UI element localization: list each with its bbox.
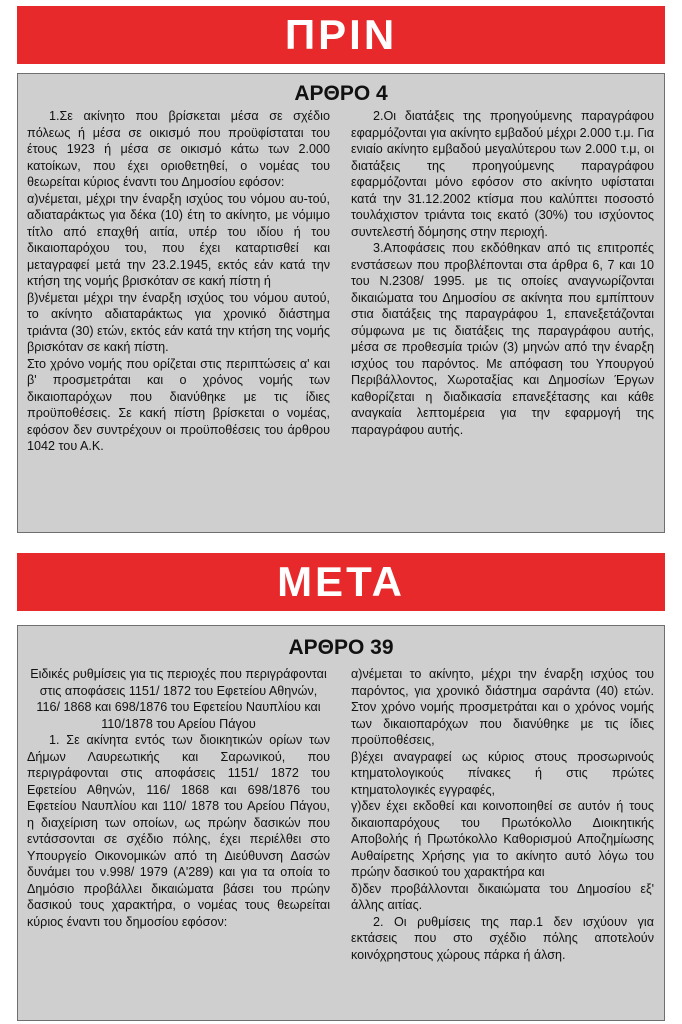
after-clause-b: β)έχει αναγραφεί ως κύριος στους προσωρινούς κτηματολογικούς πίνακες ή στις πρώτες κτηματολογικές εγγραφές, — [351, 749, 654, 797]
before-clause-b: β)νέμεται μέχρι την έναρξη ισχύος του νόμου αυτού, το ακίνητο αδιαταράκτως για χρονικό διάστημα τριάντα (30) ετών, εκτός εάν κατά την κτήση της νομής βρισκόταν σε κακή πίστη. — [27, 290, 330, 354]
after-article-title: ΑΡΘΡΟ 39 — [288, 636, 394, 659]
after-heading: Ειδικές ρυθμίσεις για τις περιοχές που περιγράφονται στις αποφάσεις 1151/ 1872 του Εφετείου Αθηνών, 116/ 1868 και 698/1876 του Εφετείου Ναυπλίου και 110/1878 του Αρείου Πάγου — [30, 667, 327, 731]
after-right-column — [351, 666, 654, 963]
before-right-column — [351, 108, 654, 438]
before-paragraph-3: 3.Αποφάσεις που εκδόθηκαν από τις επιτροπές ενστάσεων που προβλέπονται στα άρθρα 6, 7 και 10 του Ν.2308/ 1995. με τις οποίες αναγνωρίζονται δικαιώματα του Δημοσίου σε ακίνητα που εμπίπτουν στια διατάξεις της παραγράφου 1, επανεξετάζονται σύμφωνα με τις διατάξεις της παραγράφου αυτής, μέσα σε προθεσμία τριών (3) μηνών από την έναρξη ισχύος του παρόντος. Με απόφαση του Υπουργού Περιβάλλοντος, Χωροταξίας και Δημοσίων Έργων καθορίζεται η διαδικασία επανεξέτασης και κάθε αναγκαία λεπτομέρεια για την εφαρμογή της παραγράφου αυτής. — [351, 241, 654, 437]
before-banner: ΠΡΙΝ — [17, 6, 665, 64]
after-banner: ΜΕΤΑ — [17, 553, 665, 611]
after-article-box — [17, 625, 665, 1021]
before-left-column — [27, 108, 330, 455]
before-paragraph-1: 1.Σε ακίνητο που βρίσκεται μέσα σε σχέδιο πόλεως ή μέσα σε οικισμό που προϋφίσταται του έτους 1923 ή μέσα σε οικισμό κάτω των 2.000 κατοίκων, που έχει οριοθετηθεί, ο νομέας του θεωρείται κύριος έναντι του Δημοσίου εφόσον: — [27, 109, 330, 189]
before-article-box — [17, 73, 665, 533]
before-possession-note: Στο χρόνο νομής που ορίζεται στις περιπτώσεις α' και β' προσμετράται και ο χρόνος νομής των δικαιοπαρόχων που διανύθηκε με τις ίδιες προϋποθέσεις. Σε κακή πίστη βρίσκεται ο νομέας, εφόσον δεν συντρέχουν οι προϋποθέσεις του άρθρου 1042 του Α.Κ. — [27, 356, 330, 453]
after-clause-c: γ)δεν έχει εκδοθεί και κοινοποιηθεί σε αυτόν ή τους δικαιοπαρόχους του Πρωτόκολλο Διοικητικής Αποβολής ή Πρωτόκολλο Καθορισμού Αποζημίωσης Αυθαίρετης Χρήσης για το ακίνητο αυτό λόγω του πρώην δασικού του χαρακτήρα και — [351, 799, 654, 879]
after-paragraph-2: 2. Οι ρυθμίσεις της παρ.1 δεν ισχύουν για εκτάσεις που στο σχέδιο πόλης αποτελούν κοινόχρηστους χώρους πάρκα ή άλση. — [351, 914, 654, 962]
before-article-title: ΑΡΘΡΟ 4 — [294, 82, 388, 105]
after-paragraph-1: 1. Σε ακίνητα εντός των διοικητικών ορίων των Δήμων Λαυρεωτικής και Σαρωνικού, που περιγράφονται στις αποφάσεις 1151/ 1872 του Εφετείου Αθηνών, 116/ 1868 και 698/1876 του Εφετείου Ναυπλίου και 110/ 1878 του Αρείου Πάγου, η διαχείριση των οποίων, ως πρώην δασικών που εντάσσονται σε σχέδιο πόλης, έχει περιέλθει στο Υπουργείο Οικονομικών από τη Διεύθυνση Δασών δυνάμει του ν.998/ 1979 (Α'289) και για τα οποία το Δημόσιο προβάλλει δικαιώματα βάσει του πρώην δασικού τους χαρακτήρα, ο νομέας τους θεωρείται κύριος έναντι του δημοσίου εφόσον: — [27, 733, 330, 929]
before-clause-a: α)νέμεται, μέχρι την έναρξη ισχύος του νόμου αυ-τού, αδιαταράκτως για δέκα (10) έτη το ακίνητο, με νόμιμο τίτλο από επαχθή αιτία, υπέρ του ιδίου ή του δικαιοπαρόχου του, που έχει καταρτισθεί και μεταγραφεί μετά την 23.2.1945, εκτός εάν κατά την κτήση της νομής βρισκόταν σε κακή πίστη ή — [27, 191, 330, 288]
after-clause-d: δ)δεν προβάλλονται δικαιώματα του Δημοσίου εξ' άλλης αιτίας. — [351, 881, 654, 912]
after-clause-a: α)νέμεται το ακίνητο, μέχρι την έναρξη ισχύος του παρόντος, για χρονικό διάστημα σαράντα (40) ετών. Στον χρόνο νομής προσμετράται και ο χρόνος νομής των δικαιοπαρόχων που διανύθηκε με τις ίδιες προϋποθέσεις, — [351, 667, 654, 747]
before-paragraph-2: 2.Οι διατάξεις της προηγούμενης παραγράφου εφαρμόζονται για ακίνητο εμβαδού μέχρι 2.000 τ.μ. Για ενιαίο ακίνητο εμβαδού μεγαλύτερου των 2.000 τ.μ, οι διατάξεις της προηγούμενης παραγράφου εφαρμόζονται μόνο εφόσον στο ακίνητο υφίσταται κατά την 31.12.2002 κτίσμα που καλύπτει ποσοστό τουλάχιστον τριάντα τοις εκατό (30%) του ισχύοντος συντελεστή δόμησης στην περιοχή. — [351, 109, 654, 239]
after-left-column — [27, 666, 330, 930]
